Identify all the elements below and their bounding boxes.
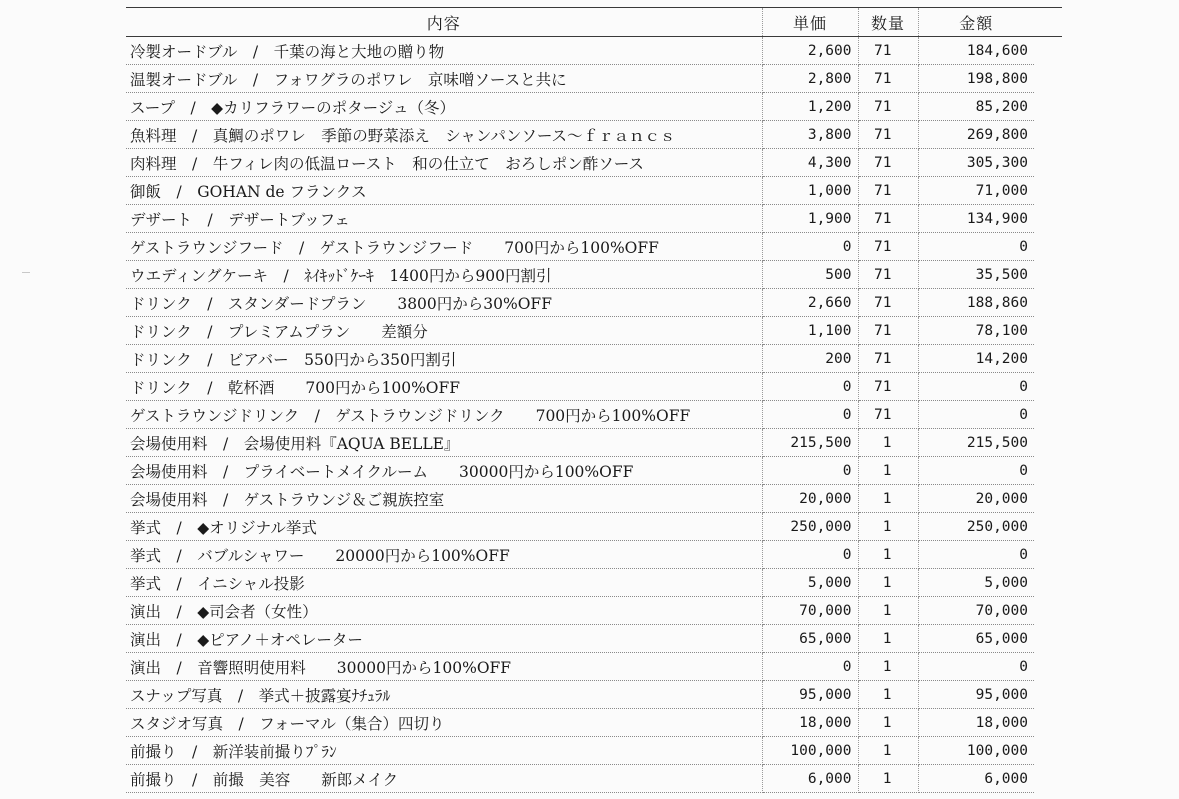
line-amount: 305,300 (918, 149, 1034, 177)
line-quantity: 1 (858, 485, 918, 513)
line-unit-price: 5,000 (762, 569, 858, 597)
table-row (126, 681, 1034, 709)
column-header-quantity: 数量 (858, 8, 918, 37)
line-quantity: 1 (858, 429, 918, 457)
line-unit-price: 6,000 (762, 765, 858, 793)
line-unit-price: 70,000 (762, 597, 858, 625)
line-description: 前撮り / 新洋装前撮りﾌﾟﾗﾝ (126, 737, 762, 765)
line-unit-price: 18,000 (762, 709, 858, 737)
header-row (126, 8, 1034, 37)
line-unit-price: 1,100 (762, 317, 858, 345)
line-amount: 198,800 (918, 65, 1034, 93)
table-row (126, 541, 1034, 569)
line-description: ドリンク / 乾杯酒 700円から100%OFF (126, 373, 762, 401)
header-rule-extension (1034, 7, 1062, 37)
line-unit-price: 250,000 (762, 513, 858, 541)
line-amount: 5,000 (918, 569, 1034, 597)
line-unit-price: 1,900 (762, 205, 858, 233)
line-quantity: 71 (858, 121, 918, 149)
line-amount: 20,000 (918, 485, 1034, 513)
line-amount: 0 (918, 233, 1034, 261)
line-description: 冷製オードブル / 千葉の海と大地の贈り物 (126, 37, 762, 65)
line-quantity: 1 (858, 709, 918, 737)
line-quantity: 71 (858, 177, 918, 205)
column-header-description: 内容 (126, 8, 762, 37)
line-description: スープ / ◆カリフラワーのポタージュ（冬） (126, 93, 762, 121)
table-row (126, 457, 1034, 485)
line-unit-price: 500 (762, 261, 858, 289)
table-row (126, 233, 1034, 261)
line-amount: 95,000 (918, 681, 1034, 709)
table-row (126, 345, 1034, 373)
table-header (126, 8, 1034, 37)
line-quantity: 1 (858, 457, 918, 485)
table-row (126, 121, 1034, 149)
table-row (126, 177, 1034, 205)
line-amount: 65,000 (918, 625, 1034, 653)
line-description: ドリンク / スタンダードプラン 3800円から30%OFF (126, 289, 762, 317)
line-amount: 70,000 (918, 597, 1034, 625)
line-unit-price: 2,600 (762, 37, 858, 65)
table-row (126, 429, 1034, 457)
line-unit-price: 3,800 (762, 121, 858, 149)
line-unit-price: 0 (762, 457, 858, 485)
line-quantity: 71 (858, 149, 918, 177)
table-body (126, 37, 1034, 793)
line-quantity: 1 (858, 653, 918, 681)
line-description: 挙式 / バブルシャワー 20000円から100%OFF (126, 541, 762, 569)
estimate-table (126, 7, 1034, 793)
table-row (126, 569, 1034, 597)
line-amount: 100,000 (918, 737, 1034, 765)
line-quantity: 1 (858, 541, 918, 569)
line-amount: 188,860 (918, 289, 1034, 317)
table-row (126, 513, 1034, 541)
table-row (126, 205, 1034, 233)
line-description: 挙式 / ◆オリジナル挙式 (126, 513, 762, 541)
line-amount: 78,100 (918, 317, 1034, 345)
line-description: デザート / デザートブッフェ (126, 205, 762, 233)
line-amount: 71,000 (918, 177, 1034, 205)
scan-artifact (22, 272, 30, 273)
table-row (126, 317, 1034, 345)
line-quantity: 1 (858, 597, 918, 625)
table-row (126, 625, 1034, 653)
line-amount: 6,000 (918, 765, 1034, 793)
line-description: スタジオ写真 / フォーマル（集合）四切り (126, 709, 762, 737)
line-description: 演出 / ◆ピアノ＋オペレーター (126, 625, 762, 653)
line-description: ウエディングケーキ / ﾈｲｷｯﾄﾞｹｰｷ 1400円から900円割引 (126, 261, 762, 289)
line-unit-price: 0 (762, 233, 858, 261)
line-unit-price: 2,800 (762, 65, 858, 93)
line-description: ドリンク / プレミアムプラン 差額分 (126, 317, 762, 345)
line-amount: 0 (918, 401, 1034, 429)
line-description: 会場使用料 / ゲストラウンジ＆ご親族控室 (126, 485, 762, 513)
table-row (126, 37, 1034, 65)
line-description: 御飯 / GOHAN de フランクス (126, 177, 762, 205)
table-row (126, 65, 1034, 93)
table-row (126, 485, 1034, 513)
line-description: 演出 / ◆司会者（女性） (126, 597, 762, 625)
table-row (126, 289, 1034, 317)
line-quantity: 71 (858, 65, 918, 93)
line-description: 演出 / 音響照明使用料 30000円から100%OFF (126, 653, 762, 681)
line-description: ドリンク / ビアバー 550円から350円割引 (126, 345, 762, 373)
line-amount: 250,000 (918, 513, 1034, 541)
line-amount: 14,200 (918, 345, 1034, 373)
line-description: ゲストラウンジフード / ゲストラウンジフード 700円から100%OFF (126, 233, 762, 261)
line-quantity: 71 (858, 345, 918, 373)
table-row (126, 93, 1034, 121)
line-quantity: 1 (858, 569, 918, 597)
table-row (126, 737, 1034, 765)
line-unit-price: 95,000 (762, 681, 858, 709)
table-row (126, 709, 1034, 737)
table-row (126, 597, 1034, 625)
line-unit-price: 2,660 (762, 289, 858, 317)
line-quantity: 71 (858, 93, 918, 121)
line-unit-price: 1,000 (762, 177, 858, 205)
line-unit-price: 0 (762, 653, 858, 681)
line-description: 前撮り / 前撮 美容 新郎メイク (126, 765, 762, 793)
line-amount: 0 (918, 653, 1034, 681)
line-quantity: 71 (858, 289, 918, 317)
line-unit-price: 4,300 (762, 149, 858, 177)
line-quantity: 71 (858, 205, 918, 233)
line-quantity: 71 (858, 37, 918, 65)
table-row (126, 149, 1034, 177)
line-quantity: 1 (858, 737, 918, 765)
line-quantity: 71 (858, 233, 918, 261)
line-description: ゲストラウンジドリンク / ゲストラウンジドリンク 700円から100%OFF (126, 401, 762, 429)
line-unit-price: 0 (762, 541, 858, 569)
line-amount: 215,500 (918, 429, 1034, 457)
line-unit-price: 0 (762, 401, 858, 429)
line-quantity: 1 (858, 513, 918, 541)
line-unit-price: 215,500 (762, 429, 858, 457)
line-unit-price: 100,000 (762, 737, 858, 765)
line-description: 魚料理 / 真鯛のポワレ 季節の野菜添え シャンパンソース～ｆｒａｎｃｓ (126, 121, 762, 149)
line-amount: 18,000 (918, 709, 1034, 737)
line-amount: 35,500 (918, 261, 1034, 289)
line-amount: 134,900 (918, 205, 1034, 233)
line-unit-price: 65,000 (762, 625, 858, 653)
table-row (126, 261, 1034, 289)
line-amount: 0 (918, 541, 1034, 569)
line-amount: 0 (918, 457, 1034, 485)
line-unit-price: 1,200 (762, 93, 858, 121)
line-quantity: 71 (858, 317, 918, 345)
line-quantity: 71 (858, 401, 918, 429)
table-row (126, 765, 1034, 793)
line-amount: 0 (918, 373, 1034, 401)
line-amount: 85,200 (918, 93, 1034, 121)
line-description: スナップ写真 / 挙式＋披露宴ﾅﾁｭﾗﾙ (126, 681, 762, 709)
line-description: 会場使用料 / プライベートメイクルーム 30000円から100%OFF (126, 457, 762, 485)
table-row (126, 401, 1034, 429)
line-description: 会場使用料 / 会場使用料『AQUA BELLE』 (126, 429, 762, 457)
line-amount: 269,800 (918, 121, 1034, 149)
line-quantity: 71 (858, 261, 918, 289)
line-description: 挙式 / イニシャル投影 (126, 569, 762, 597)
line-quantity: 1 (858, 681, 918, 709)
line-unit-price: 0 (762, 373, 858, 401)
line-unit-price: 20,000 (762, 485, 858, 513)
line-quantity: 71 (858, 373, 918, 401)
line-quantity: 1 (858, 625, 918, 653)
line-amount: 184,600 (918, 37, 1034, 65)
column-header-unit-price: 単価 (762, 8, 858, 37)
line-unit-price: 200 (762, 345, 858, 373)
line-description: 肉料理 / 牛フィレ肉の低温ロースト 和の仕立て おろしポン酢ソース (126, 149, 762, 177)
table-row (126, 373, 1034, 401)
line-description: 温製オードブル / フォワグラのポワレ 京味噌ソースと共に (126, 65, 762, 93)
line-quantity: 1 (858, 765, 918, 793)
column-header-amount: 金額 (918, 8, 1034, 37)
table-row (126, 653, 1034, 681)
